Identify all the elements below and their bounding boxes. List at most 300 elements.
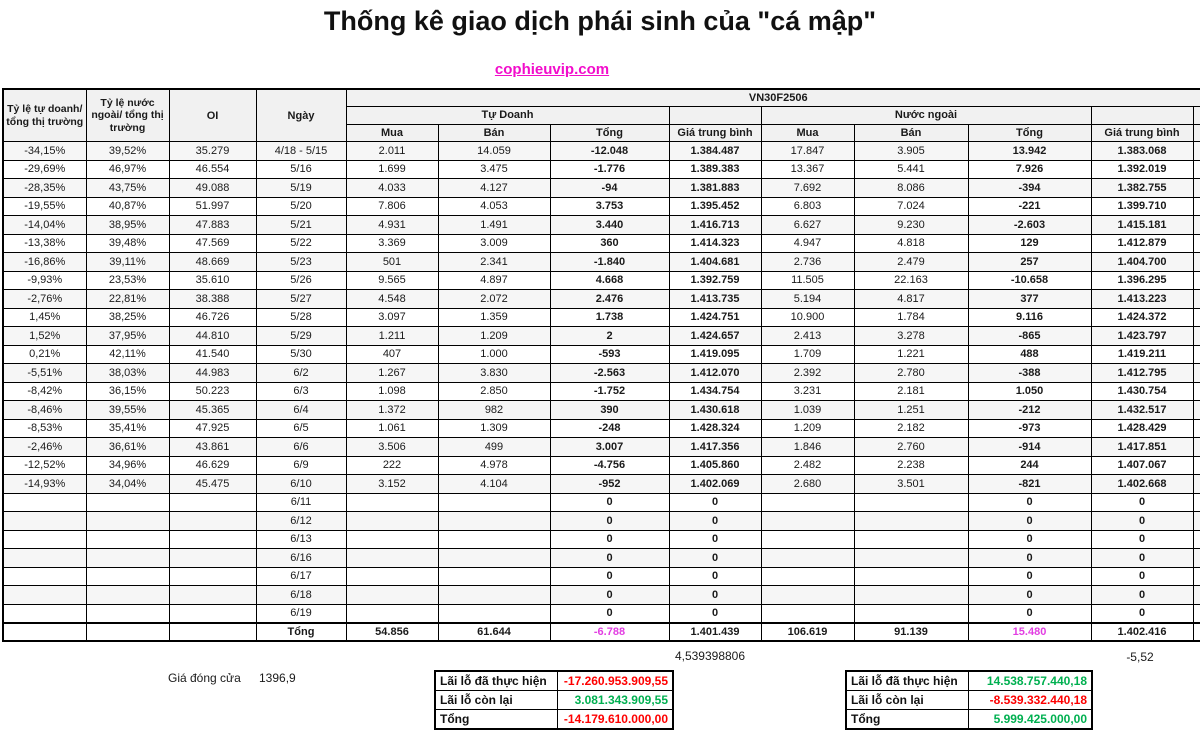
cell-oi <box>169 623 256 642</box>
cell-td-net: 4.668 <box>550 271 669 290</box>
cell-self-ratio: -8,42% <box>3 382 86 401</box>
cell-nn-buy: 2.680 <box>761 475 854 494</box>
cell-foreign-ratio <box>86 549 169 568</box>
cell-date: 6/18 <box>256 586 346 605</box>
cell-td-buy: 3.097 <box>346 308 438 327</box>
page-title: Thống kê giao dịch phái sinh của "cá mập" <box>323 6 877 36</box>
cell-nn-avg: 1.392.019 <box>1091 160 1193 179</box>
cell-td-avg: 0 <box>669 567 761 586</box>
cell-td-buy: 4.548 <box>346 290 438 309</box>
cell-foreign-ratio: 42,11% <box>86 345 169 364</box>
cell-oi: 45.365 <box>169 401 256 420</box>
cell-nn-avg: 0 <box>1091 530 1193 549</box>
cell-nn-sell <box>854 512 968 531</box>
cell-nn-buy: 17.847 <box>761 142 854 161</box>
table-row <box>3 345 1200 364</box>
header-spacer-foreign-avg <box>1091 107 1193 125</box>
cell-td-avg: 1.424.657 <box>669 327 761 346</box>
table-row <box>3 327 1200 346</box>
cell-self-ratio: -2,46% <box>3 438 86 457</box>
summary-row <box>846 690 1092 709</box>
cell-nn-buy: 1.209 <box>761 419 854 438</box>
cell-td-net: 0 <box>550 549 669 568</box>
summary-label: Lãi lỗ còn lại <box>846 690 968 709</box>
cell-self-ratio <box>3 604 86 623</box>
cell-foreign-ratio <box>86 493 169 512</box>
header-foreign-avg: Giá trung bình <box>1091 124 1193 142</box>
cell-nn-avg: 1.412.879 <box>1091 234 1193 253</box>
cell-oi: 50.223 <box>169 382 256 401</box>
cell-nn-avg: 0 <box>1091 586 1193 605</box>
cell-edge <box>1193 586 1200 605</box>
cell-nn-buy <box>761 493 854 512</box>
cell-nn-sell <box>854 549 968 568</box>
cell-edge <box>1193 493 1200 512</box>
cell-nn-avg: 1.423.797 <box>1091 327 1193 346</box>
cell-foreign-ratio <box>86 567 169 586</box>
cell-td-avg: 1.428.324 <box>669 419 761 438</box>
cell-foreign-ratio: 39,55% <box>86 401 169 420</box>
cell-nn-sell: 2.780 <box>854 364 968 383</box>
cell-nn-sell: 1.221 <box>854 345 968 364</box>
header-prop-net: Tổng <box>550 124 669 142</box>
summary-row <box>435 690 673 709</box>
summary-label: Tổng <box>435 710 557 729</box>
cell-td-avg: 1.395.452 <box>669 197 761 216</box>
cell-edge <box>1193 512 1200 531</box>
cell-td-sell: 1.209 <box>438 327 550 346</box>
cell-td-avg: 1.412.070 <box>669 364 761 383</box>
cell-nn-avg: 1.399.710 <box>1091 197 1193 216</box>
table-row <box>3 586 1200 605</box>
cell-nn-net: -914 <box>968 438 1091 457</box>
header-prop-avg: Giá trung bình <box>669 124 761 142</box>
cell-td-net: -94 <box>550 179 669 198</box>
total-td-buy: 54.856 <box>346 623 438 642</box>
table-row <box>3 419 1200 438</box>
cell-td-avg: 1.419.095 <box>669 345 761 364</box>
total-nn-net: 15.480 <box>968 623 1091 642</box>
cell-date: 6/2 <box>256 364 346 383</box>
cell-edge <box>1193 456 1200 475</box>
total-nn-buy: 106.619 <box>761 623 854 642</box>
cell-oi <box>169 586 256 605</box>
cell-td-net: 0 <box>550 567 669 586</box>
cell-td-avg: 1.416.713 <box>669 216 761 235</box>
header-foreign-net: Tổng <box>968 124 1091 142</box>
cell-self-ratio: -8,46% <box>3 401 86 420</box>
cell-edge <box>1193 382 1200 401</box>
table-row <box>3 179 1200 198</box>
cell-td-buy <box>346 530 438 549</box>
cell-td-sell: 1.309 <box>438 419 550 438</box>
cell-nn-net: 377 <box>968 290 1091 309</box>
cell-td-net: 3.440 <box>550 216 669 235</box>
cell-date: 6/17 <box>256 567 346 586</box>
cell-td-buy <box>346 567 438 586</box>
cell-td-buy <box>346 549 438 568</box>
prop-pl-summary <box>434 670 674 730</box>
cell-nn-sell: 22.163 <box>854 271 968 290</box>
cell-date: 6/9 <box>256 456 346 475</box>
cell-edge <box>1193 401 1200 420</box>
cell-nn-buy <box>761 549 854 568</box>
cell-self-ratio <box>3 493 86 512</box>
cell-edge <box>1193 327 1200 346</box>
closing-price-label: Giá đóng cửa <box>168 671 241 685</box>
cell-nn-sell: 4.818 <box>854 234 968 253</box>
cell-date: 6/12 <box>256 512 346 531</box>
cell-nn-sell: 1.251 <box>854 401 968 420</box>
total-td-sell: 61.644 <box>438 623 550 642</box>
cell-td-buy: 2.011 <box>346 142 438 161</box>
cell-oi <box>169 493 256 512</box>
cell-td-avg: 1.402.069 <box>669 475 761 494</box>
cell-date: 5/28 <box>256 308 346 327</box>
cell-td-sell <box>438 512 550 531</box>
cell-td-sell: 14.059 <box>438 142 550 161</box>
cell-td-net: 390 <box>550 401 669 420</box>
foreign-avg-note: -5,52 <box>1126 650 1154 664</box>
cell-nn-buy: 10.900 <box>761 308 854 327</box>
summary-row <box>435 671 673 690</box>
cell-td-avg: 0 <box>669 530 761 549</box>
header-foreign-ratio: Tỷ lệ nước ngoài/ tổng thị trường <box>86 89 169 142</box>
cell-oi <box>169 567 256 586</box>
cell-td-avg: 1.381.883 <box>669 179 761 198</box>
cell-nn-sell <box>854 567 968 586</box>
cell-td-buy <box>346 512 438 531</box>
header-prop-sell: Bán <box>438 124 550 142</box>
cell-td-buy <box>346 586 438 605</box>
cell-date: 5/19 <box>256 179 346 198</box>
cell-oi <box>169 549 256 568</box>
cell-foreign-ratio: 38,95% <box>86 216 169 235</box>
cell-edge <box>1193 364 1200 383</box>
cell-foreign-ratio: 35,41% <box>86 419 169 438</box>
cell-nn-buy: 2.392 <box>761 364 854 383</box>
derivatives-table-wrap <box>2 88 1200 642</box>
cell-oi: 47.569 <box>169 234 256 253</box>
cell-nn-net: -973 <box>968 419 1091 438</box>
cell-nn-net: 7.926 <box>968 160 1091 179</box>
cell-foreign-ratio: 34,04% <box>86 475 169 494</box>
cell-nn-avg: 1.419.211 <box>1091 345 1193 364</box>
cell-td-sell: 4.978 <box>438 456 550 475</box>
cell-edge <box>1193 567 1200 586</box>
cell-date: 6/19 <box>256 604 346 623</box>
summary-value: 5.999.425.000,00 <box>968 710 1092 729</box>
cell-oi: 47.883 <box>169 216 256 235</box>
header-foreign-buy: Mua <box>761 124 854 142</box>
cell-edge <box>1193 216 1200 235</box>
header-spacer-edge <box>1193 107 1200 125</box>
header-instrument: VN30F2506 <box>346 89 1200 107</box>
cell-self-ratio: -14,04% <box>3 216 86 235</box>
cell-oi <box>169 604 256 623</box>
cell-nn-net: 244 <box>968 456 1091 475</box>
cell-nn-avg: 1.417.851 <box>1091 438 1193 457</box>
table-row <box>3 382 1200 401</box>
cell-oi: 43.861 <box>169 438 256 457</box>
header-spacer-prop-avg <box>669 107 761 125</box>
cell-td-sell: 3.009 <box>438 234 550 253</box>
cell-td-avg: 1.434.754 <box>669 382 761 401</box>
site-link[interactable]: cophieuvip.com <box>494 61 610 78</box>
cell-nn-buy <box>761 604 854 623</box>
cell-td-sell: 2.072 <box>438 290 550 309</box>
cell-nn-avg: 1.424.372 <box>1091 308 1193 327</box>
cell-nn-buy: 13.367 <box>761 160 854 179</box>
cell-nn-net: -221 <box>968 197 1091 216</box>
cell-edge <box>1193 530 1200 549</box>
cell-td-net: -952 <box>550 475 669 494</box>
table-row <box>3 493 1200 512</box>
cell-foreign-ratio <box>86 623 169 642</box>
cell-self-ratio: 1,52% <box>3 327 86 346</box>
cell-td-buy: 222 <box>346 456 438 475</box>
cell-nn-buy: 6.627 <box>761 216 854 235</box>
cell-foreign-ratio: 39,11% <box>86 253 169 272</box>
table-row <box>3 530 1200 549</box>
header-foreign-sell: Bán <box>854 124 968 142</box>
cell-foreign-ratio: 22,81% <box>86 290 169 309</box>
cell-nn-sell: 4.817 <box>854 290 968 309</box>
cell-edge <box>1193 623 1200 642</box>
cell-td-net: 0 <box>550 586 669 605</box>
cell-self-ratio: -2,76% <box>3 290 86 309</box>
cell-td-buy: 4.931 <box>346 216 438 235</box>
cell-td-sell: 499 <box>438 438 550 457</box>
cell-self-ratio <box>3 623 86 642</box>
cell-foreign-ratio: 36,15% <box>86 382 169 401</box>
cell-td-avg: 1.404.681 <box>669 253 761 272</box>
cell-nn-net: 13.942 <box>968 142 1091 161</box>
summary-label: Lãi lỗ còn lại <box>435 690 557 709</box>
cell-nn-avg: 1.382.755 <box>1091 179 1193 198</box>
cell-td-buy: 7.806 <box>346 197 438 216</box>
cell-td-sell: 1.359 <box>438 308 550 327</box>
total-row <box>3 623 1200 642</box>
cell-self-ratio: -29,69% <box>3 160 86 179</box>
cell-self-ratio: -19,55% <box>3 197 86 216</box>
cell-td-sell: 3.830 <box>438 364 550 383</box>
table-row <box>3 364 1200 383</box>
derivatives-table <box>2 88 1200 642</box>
cell-date: 6/10 <box>256 475 346 494</box>
cell-nn-buy <box>761 586 854 605</box>
cell-td-sell: 1.000 <box>438 345 550 364</box>
cell-td-net: 2 <box>550 327 669 346</box>
summary-row <box>846 710 1092 729</box>
cell-date: 6/13 <box>256 530 346 549</box>
total-nn-avg: 1.402.416 <box>1091 623 1193 642</box>
cell-nn-avg: 0 <box>1091 512 1193 531</box>
cell-nn-sell: 2.181 <box>854 382 968 401</box>
cell-self-ratio: -9,93% <box>3 271 86 290</box>
cell-oi: 49.088 <box>169 179 256 198</box>
cell-td-buy: 3.152 <box>346 475 438 494</box>
cell-td-buy: 4.033 <box>346 179 438 198</box>
header-foreign-group: Nước ngoài <box>761 107 1091 125</box>
cell-td-net: 1.738 <box>550 308 669 327</box>
cell-foreign-ratio: 38,03% <box>86 364 169 383</box>
cell-oi: 48.669 <box>169 253 256 272</box>
summary-value: -8.539.332.440,18 <box>968 690 1092 709</box>
cell-edge <box>1193 179 1200 198</box>
cell-foreign-ratio: 39,52% <box>86 142 169 161</box>
cell-td-sell <box>438 604 550 623</box>
cell-date: 5/20 <box>256 197 346 216</box>
cell-td-avg: 0 <box>669 493 761 512</box>
cell-nn-net: 0 <box>968 586 1091 605</box>
cell-self-ratio: -28,35% <box>3 179 86 198</box>
cell-nn-avg: 1.430.754 <box>1091 382 1193 401</box>
cell-nn-buy: 4.947 <box>761 234 854 253</box>
summary-value: 14.538.757.440,18 <box>968 671 1092 690</box>
cell-self-ratio: -16,86% <box>3 253 86 272</box>
cell-foreign-ratio: 36,61% <box>86 438 169 457</box>
cell-nn-buy <box>761 530 854 549</box>
cell-nn-sell: 9.230 <box>854 216 968 235</box>
cell-date: 5/30 <box>256 345 346 364</box>
cell-td-avg: 1.424.751 <box>669 308 761 327</box>
cell-self-ratio: -5,51% <box>3 364 86 383</box>
header-self-ratio: Tỷ lệ tự doanh/ tổng thị trường <box>3 89 86 142</box>
cell-date: 5/21 <box>256 216 346 235</box>
cell-td-net: -2.563 <box>550 364 669 383</box>
cell-nn-sell <box>854 604 968 623</box>
cell-td-sell: 2.341 <box>438 253 550 272</box>
cell-td-net: 3.007 <box>550 438 669 457</box>
cell-td-avg: 1.384.487 <box>669 142 761 161</box>
cell-nn-net: 0 <box>968 567 1091 586</box>
cell-foreign-ratio: 37,95% <box>86 327 169 346</box>
cell-td-net: -248 <box>550 419 669 438</box>
cell-oi: 46.554 <box>169 160 256 179</box>
total-td-avg: 1.401.439 <box>669 623 761 642</box>
summary-label: Lãi lỗ đã thực hiện <box>435 671 557 690</box>
cell-td-sell: 3.475 <box>438 160 550 179</box>
cell-foreign-ratio: 46,97% <box>86 160 169 179</box>
cell-nn-sell <box>854 586 968 605</box>
cell-oi: 45.475 <box>169 475 256 494</box>
table-row <box>3 438 1200 457</box>
cell-nn-avg: 0 <box>1091 493 1193 512</box>
cell-td-buy: 3.369 <box>346 234 438 253</box>
cell-nn-buy: 1.039 <box>761 401 854 420</box>
cell-td-net: -4.756 <box>550 456 669 475</box>
cell-self-ratio <box>3 586 86 605</box>
cell-td-sell <box>438 493 550 512</box>
cell-edge <box>1193 160 1200 179</box>
cell-nn-buy: 2.413 <box>761 327 854 346</box>
cell-nn-sell: 8.086 <box>854 179 968 198</box>
cell-nn-sell <box>854 530 968 549</box>
table-row <box>3 142 1200 161</box>
cell-nn-buy <box>761 567 854 586</box>
cell-nn-buy <box>761 512 854 531</box>
header-prop-group: Tự Doanh <box>346 107 669 125</box>
header-oi: OI <box>169 89 256 142</box>
cell-td-buy: 1.211 <box>346 327 438 346</box>
cell-nn-net: 0 <box>968 512 1091 531</box>
cell-date: 5/22 <box>256 234 346 253</box>
cell-date: 6/5 <box>256 419 346 438</box>
cell-td-avg: 0 <box>669 512 761 531</box>
cell-td-avg: 1.389.383 <box>669 160 761 179</box>
cell-td-net: 0 <box>550 512 669 531</box>
cell-td-buy: 1.267 <box>346 364 438 383</box>
cell-nn-avg: 1.407.067 <box>1091 456 1193 475</box>
table-row <box>3 160 1200 179</box>
cell-td-sell: 4.127 <box>438 179 550 198</box>
cell-self-ratio <box>3 512 86 531</box>
cell-nn-avg: 1.413.223 <box>1091 290 1193 309</box>
cell-self-ratio: 1,45% <box>3 308 86 327</box>
cell-td-avg: 1.417.356 <box>669 438 761 457</box>
cell-nn-avg: 1.412.795 <box>1091 364 1193 383</box>
cell-td-net: -1.776 <box>550 160 669 179</box>
cell-oi <box>169 530 256 549</box>
cell-foreign-ratio <box>86 512 169 531</box>
cell-nn-avg: 1.404.700 <box>1091 253 1193 272</box>
summary-row <box>846 671 1092 690</box>
cell-nn-net: -2.603 <box>968 216 1091 235</box>
table-row <box>3 253 1200 272</box>
prop-avg-note: 4,539398806 <box>674 649 746 663</box>
cell-nn-net: 0 <box>968 493 1091 512</box>
cell-edge <box>1193 197 1200 216</box>
cell-td-buy: 407 <box>346 345 438 364</box>
cell-td-buy: 1.098 <box>346 382 438 401</box>
cell-self-ratio: -12,52% <box>3 456 86 475</box>
cell-td-buy: 1.699 <box>346 160 438 179</box>
cell-oi: 35.279 <box>169 142 256 161</box>
table-row <box>3 456 1200 475</box>
cell-foreign-ratio: 23,53% <box>86 271 169 290</box>
cell-self-ratio <box>3 567 86 586</box>
cell-nn-net: -821 <box>968 475 1091 494</box>
cell-nn-net: 0 <box>968 530 1091 549</box>
cell-td-buy <box>346 493 438 512</box>
cell-oi: 35.610 <box>169 271 256 290</box>
cell-edge <box>1193 308 1200 327</box>
cell-oi: 51.997 <box>169 197 256 216</box>
cell-nn-sell <box>854 493 968 512</box>
cell-nn-net: 1.050 <box>968 382 1091 401</box>
cell-nn-sell: 2.182 <box>854 419 968 438</box>
cell-nn-buy: 1.846 <box>761 438 854 457</box>
cell-td-sell: 982 <box>438 401 550 420</box>
cell-td-sell <box>438 530 550 549</box>
cell-oi <box>169 512 256 531</box>
header-edge-cell <box>1193 124 1200 142</box>
cell-nn-buy: 1.709 <box>761 345 854 364</box>
cell-oi: 44.983 <box>169 364 256 383</box>
cell-td-sell: 4.053 <box>438 197 550 216</box>
cell-nn-net: 257 <box>968 253 1091 272</box>
table-row <box>3 401 1200 420</box>
cell-nn-net: 0 <box>968 604 1091 623</box>
cell-oi: 46.726 <box>169 308 256 327</box>
cell-edge <box>1193 419 1200 438</box>
table-row <box>3 308 1200 327</box>
table-row <box>3 567 1200 586</box>
cell-nn-net: 129 <box>968 234 1091 253</box>
cell-nn-buy: 7.692 <box>761 179 854 198</box>
table-row <box>3 234 1200 253</box>
